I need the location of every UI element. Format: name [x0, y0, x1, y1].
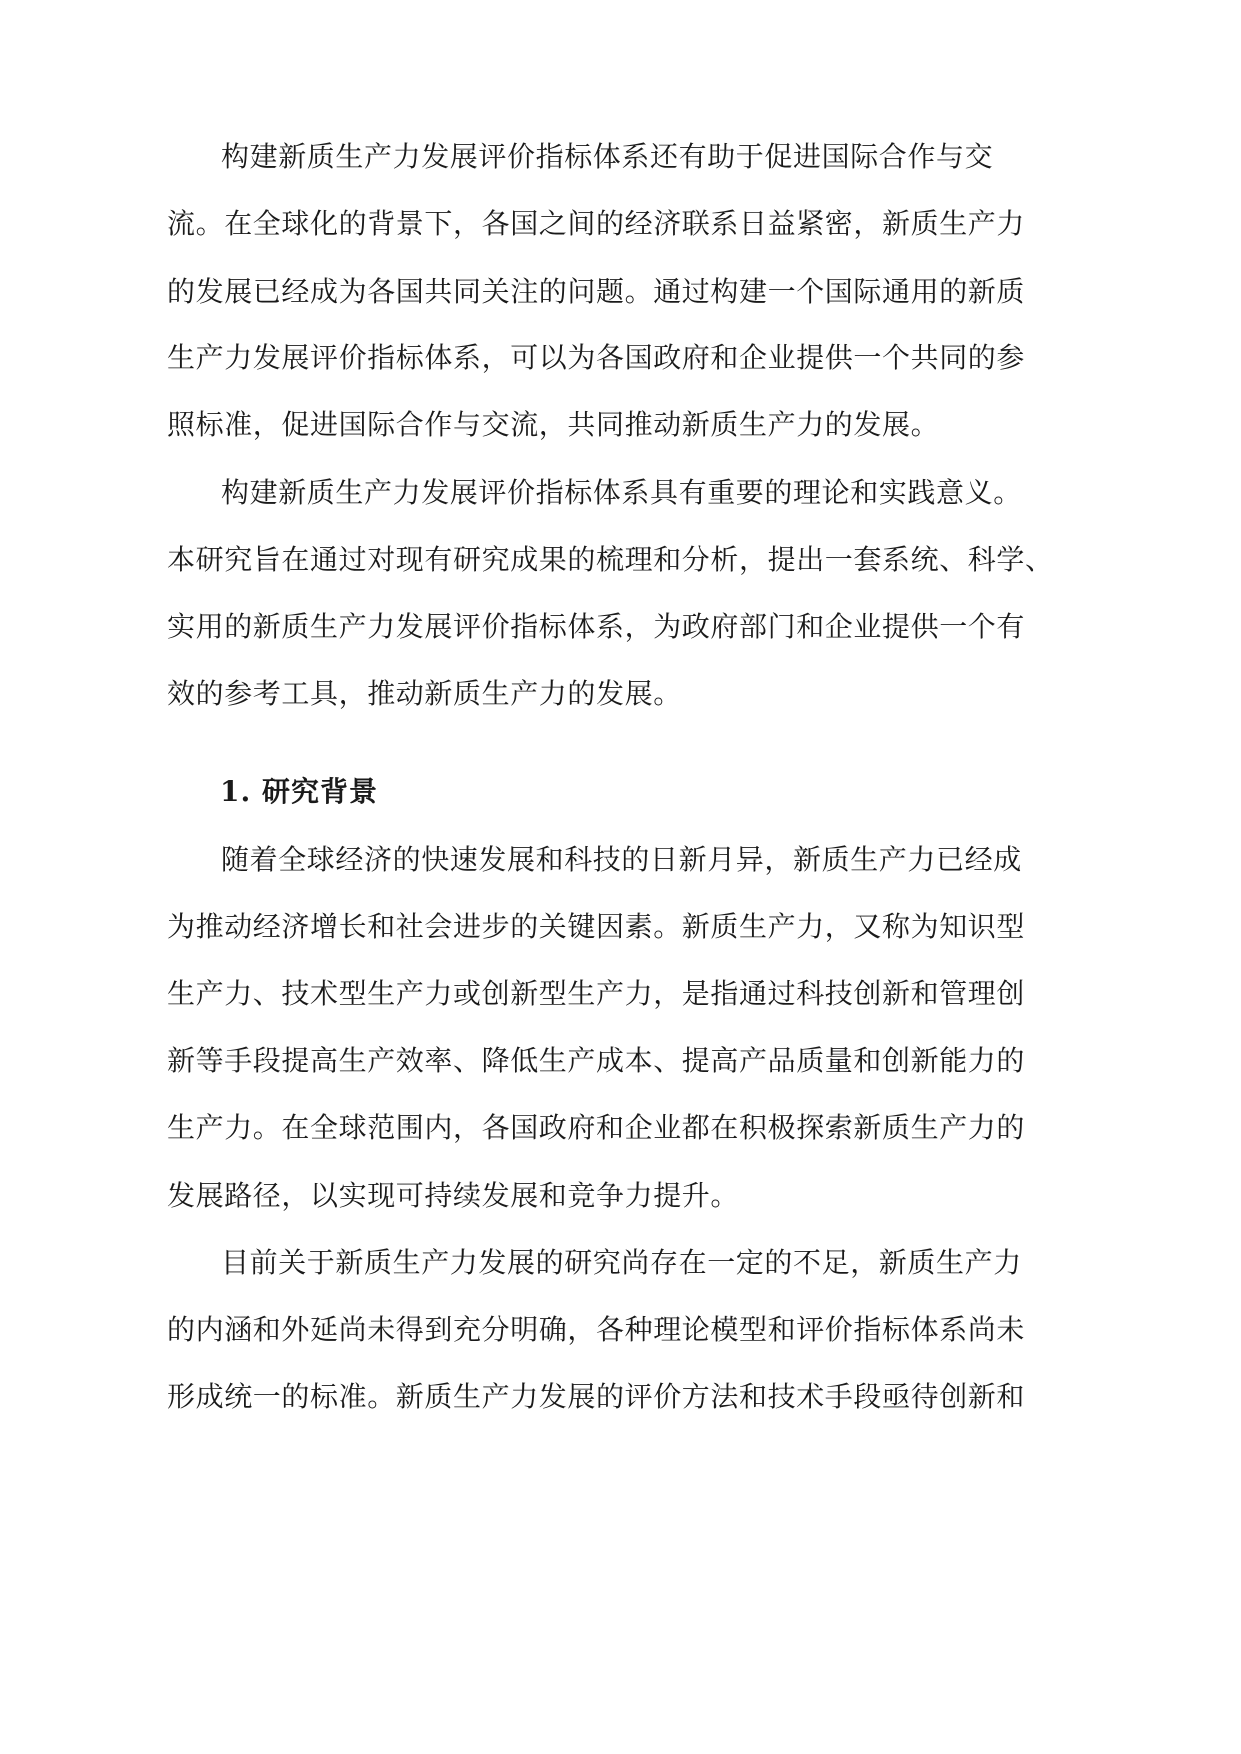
paragraph-line: 发展路径，以实现可持续发展和竞争力提升。 — [167, 1179, 740, 1212]
paragraph-line: 生产力发展评价指标体系，可以为各国政府和企业提供一个共同的参 — [167, 341, 1026, 374]
paragraph-line: 构建新质生产力发展评价指标体系还有助于促进国际合作与交 — [221, 140, 994, 173]
paragraph-line: 照标准，促进国际合作与交流，共同推动新质生产力的发展。 — [167, 408, 940, 441]
paragraph-line: 形成统一的标准。新质生产力发展的评价方法和技术手段亟待创新和 — [167, 1380, 1026, 1413]
paragraph-line: 为推动经济增长和社会进步的关键因素。新质生产力，又称为知识型 — [167, 910, 1026, 943]
paragraph-line: 流。在全球化的背景下，各国之间的经济联系日益紧密，新质生产力 — [167, 207, 1026, 240]
paragraph-line: 的内涵和外延尚未得到充分明确，各种理论模型和评价指标体系尚未 — [167, 1313, 1026, 1346]
paragraph-line: 生产力。在全球范围内，各国政府和企业都在积极探索新质生产力的 — [167, 1111, 1026, 1144]
paragraph-line: 随着全球经济的快速发展和科技的日新月异，新质生产力已经成 — [221, 843, 1022, 876]
section-heading: 1. 研究背景 — [220, 775, 378, 808]
paragraph-line: 新等手段提高生产效率、降低生产成本、提高产品质量和创新能力的 — [167, 1044, 1026, 1077]
paragraph-line: 实用的新质生产力发展评价指标体系，为政府部门和企业提供一个有 — [167, 610, 1026, 643]
paragraph-line: 生产力、技术型生产力或创新型生产力，是指通过科技创新和管理创 — [167, 977, 1026, 1010]
paragraph-line: 构建新质生产力发展评价指标体系具有重要的理论和实践意义。 — [221, 476, 1022, 509]
paragraph-line: 的发展已经成为各国共同关注的问题。通过构建一个国际通用的新质 — [167, 275, 1026, 308]
paragraph-line: 效的参考工具，推动新质生产力的发展。 — [167, 677, 682, 710]
paragraph-line: 本研究旨在通过对现有研究成果的梳理和分析，提出一套系统、科学、 — [167, 543, 1054, 576]
paragraph-line: 目前关于新质生产力发展的研究尚存在一定的不足，新质生产力 — [221, 1246, 1022, 1279]
